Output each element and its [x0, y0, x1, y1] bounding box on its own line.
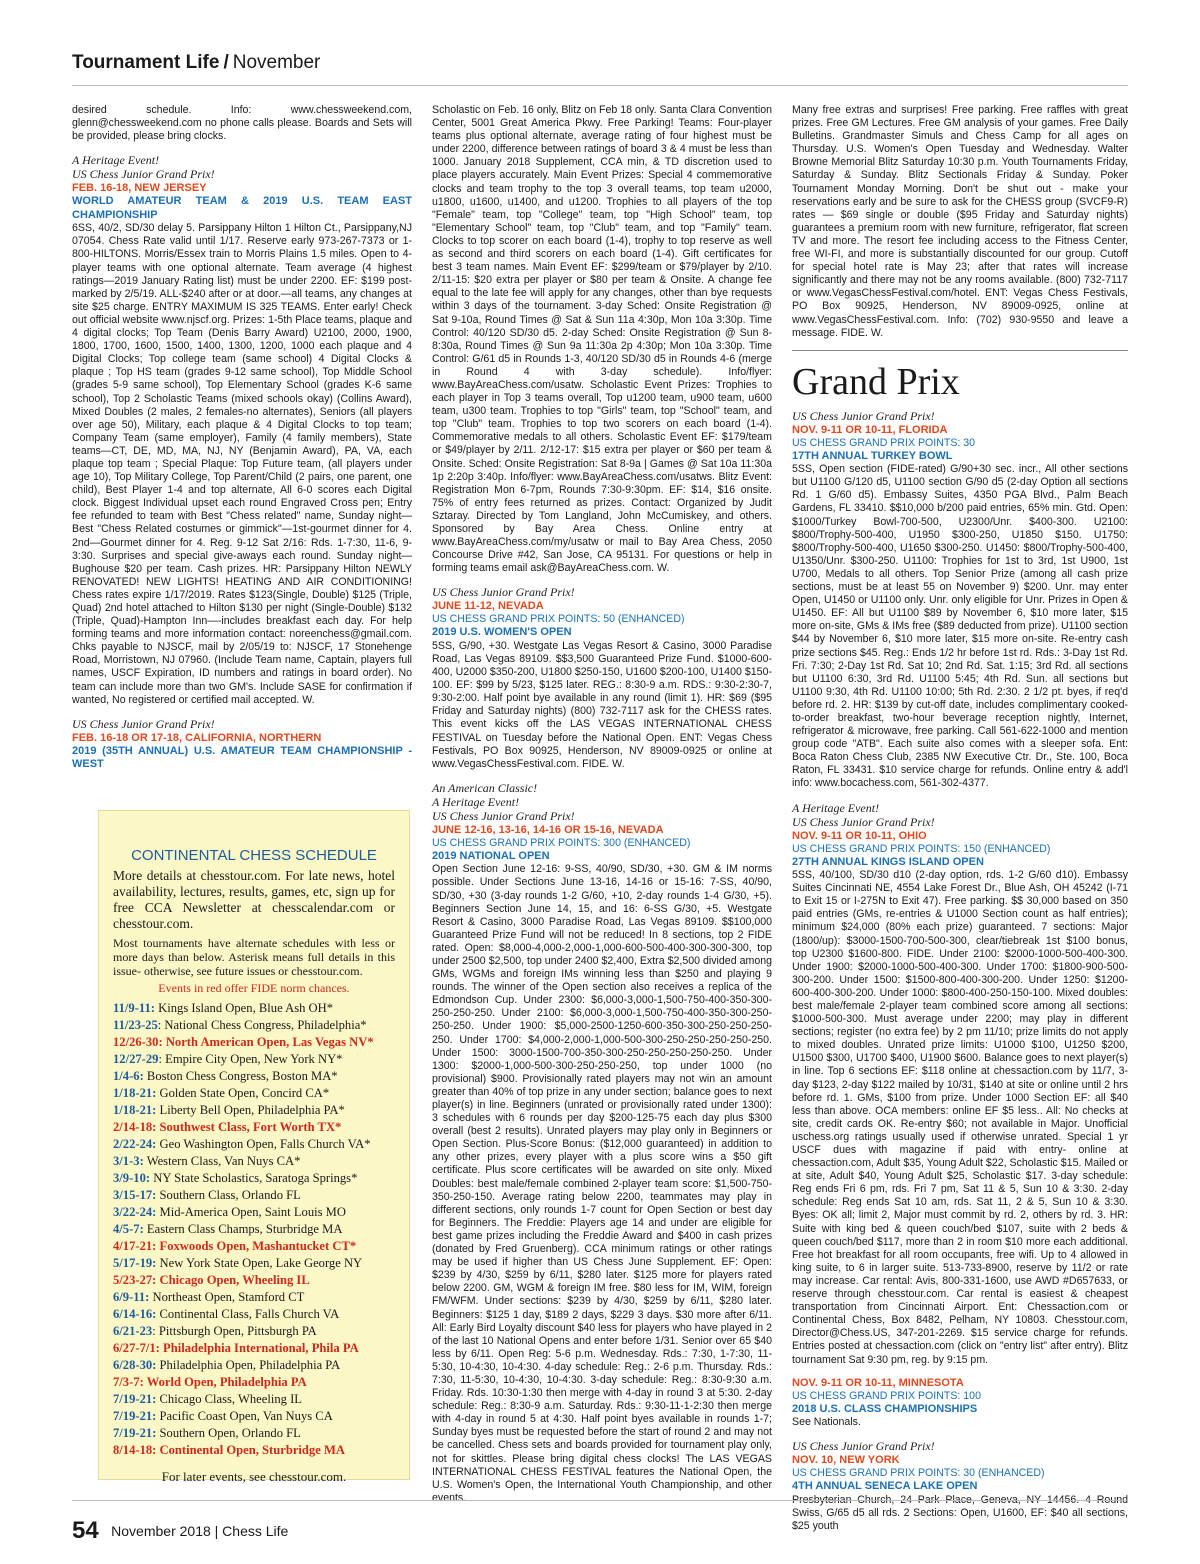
event-date: NOV. 9-11 OR 10-11, OHIO: [792, 829, 927, 842]
ccs-event-date: 6/28-30:: [113, 1358, 157, 1372]
ccs-event-name: : Pittsburgh Open, Pittsburgh PA: [152, 1324, 317, 1338]
ccs-event-row: [113, 1051, 395, 1068]
event-title: 2019 NATIONAL OPEN: [432, 849, 550, 862]
ccs-event-name: Golden State Open, Concird CA*: [156, 1086, 330, 1100]
page-number: 54: [72, 1517, 99, 1544]
ccs-event-row: [113, 1374, 395, 1391]
event-us-womens-open: [432, 585, 772, 770]
continental-chess-schedule-box: [98, 810, 410, 1484]
ccs-event-date: 1/18-21:: [113, 1103, 157, 1117]
event-us-class-championships: [792, 1377, 1128, 1430]
ccs-event-row: [113, 1136, 395, 1153]
ccs-event-date: 12/27-29: [113, 1052, 159, 1066]
ccs-event-date: 7/19-21:: [113, 1409, 157, 1423]
event-tag: US Chess Junior Grand Prix!: [72, 167, 215, 182]
event-date: NOV. 10, NEW YORK: [792, 1454, 900, 1467]
grand-prix-heading: Grand Prix: [792, 350, 1128, 403]
ccs-event-row: [113, 1204, 395, 1221]
ccs-event-row: [113, 1340, 395, 1357]
ccs-event-name: Philadelphia International, Phila PA: [159, 1341, 359, 1355]
ccs-event-name: Western Class, Van Nuys CA*: [143, 1154, 301, 1168]
ccs-event-date: 7/19-21:: [113, 1426, 157, 1440]
ccs-event-name: Kings Island Open, Blue Ash OH*: [154, 1001, 334, 1015]
ccs-event-name: : Empire City Open, New York NY*: [158, 1052, 343, 1066]
page-footer: [72, 1500, 1128, 1545]
ccs-event-name: North American Open, Las Vegas NV*: [162, 1035, 374, 1049]
ccs-event-date: 5/17-19:: [113, 1256, 157, 1270]
ccs-event-row: [113, 1306, 395, 1323]
ccs-event-date: 4/17-21:: [113, 1239, 157, 1253]
event-title: 17TH ANNUAL TURKEY BOWL: [792, 449, 953, 462]
ccs-event-row: [113, 1034, 395, 1051]
ccs-title: CONTINENTAL CHESS SCHEDULE: [131, 847, 377, 864]
ccs-event-name: Philadelphia Open, Philadelphia PA: [156, 1358, 341, 1372]
event-amateur-team-west: [72, 717, 412, 772]
event-tag: US Chess Junior Grand Prix!: [792, 814, 935, 829]
ccs-event-date: 12/26-30:: [113, 1035, 163, 1049]
ccs-event-row: [113, 1272, 395, 1289]
ccs-event-row: [113, 1187, 395, 1204]
ccs-event-row: [113, 1153, 395, 1170]
event-tag: A Heritage Event!: [432, 794, 520, 809]
ccs-intro: More details at chesstour.com. For late news, hotel availability, lectures, results, games, etc, sign up for free CCA Newsletter at chesscalendar.com or chesstour.com.: [113, 868, 395, 931]
event-title: 27TH ANNUAL KINGS ISLAND OPEN: [792, 855, 984, 868]
ccs-event-name: Northeast Open, Stamford CT: [149, 1290, 305, 1304]
event-title: 2019 U.S. WOMEN'S OPEN: [432, 626, 572, 639]
event-title: 2019 (35TH ANNUAL) U.S. AMATEUR TEAM CHAMPIONSHIP - WEST: [72, 744, 412, 771]
ccs-event-name: Boston Chess Congress, Boston MA*: [143, 1069, 338, 1083]
event-tag: A Heritage Event!: [792, 800, 880, 815]
ccs-event-row: [113, 1425, 395, 1442]
event-tag: US Chess Junior Grand Prix!: [72, 716, 215, 731]
header-month: November: [232, 52, 321, 73]
event-body: Open Section June 12-16: 9-SS, 40/90, SD/30, +30. GM & IM norms possible. Under Sections June 13-16, 14-16 or 15-16: 7-SS, 40/90, SD/30, +30 (3-day rounds 1-2 G/60, +10, 2-day rounds 1-4 G/30, +5). Beginners Section June 14, 15, and 16: 6-SS G/30, +5. Westgate Resort & Casino, 3000 Paradise Road, Las Vegas 89109. $$100,000 Guaranteed Prize Fund will not be reduced! In 8 sections, top 2 FIDE rated. Open: $8,000-4,000-2,000-1,000-600-500-400-300-300-300, top under 2500 $2,500, top under 2400 $2,400, Extra $2,500 divided among GMs, WGMs and foreign IMs winning less than $250 and playing 9 rounds. The winner of the Open section also receives a replica of the Edmondson Cup. Under 2300: $6,000-3,000-1,500-750-400-350-300-250-250-250. Under 2100: $6,000-3,000-1,500-750-400-350-300-250-250-250. Under 1900: $5,000-2500-1250-600-350-300-250-250-250-250. Under 1700: $4,000-2,000-1,000-500-300-250-250-250-250-250. Under 1500: 3000-1500-700-350-300-250-250-250-250-250. Under 1300: $2000-1,000-500-300-250-250-250, top under 1000 (no provisional) $900. Provisionally rated players may not win an amount greater than 40% of top prize in any under section; balance goes to next player(s) in line. Beginners (unrated or provisionally rated under 1300): 3 schedules with 6 rounds per day $200-125-75 each day plus $300 overall (best 2 results). Unrated players may play only in Beginners or Open Section. Plus-Score Bonus: ($12,000 guaranteed) in addition to any other prizes, every player with a plus score wins a $50 gift certificate. Plus score certificates will be awarded on site only. Mixed Doubles: best male/female combined 2-player team score: $1,500-750-350-250-150. Average rating below 2200, teammates may play in different sections, only rounds 1-7 count for Open Section or best day for Beginners. The Freddie: Players age 14 and under are eligible for best game prizes including the Freddie Award and $400 in cash prizes (donated by Fred Gruenberg). CCA minimum ratings or other ratings may be used if higher than US Chess June Supplement. EF: Open: $239 by 4/30, $259 by 6/11, $280 later. $125 more for players rated below 2200. GM, WGM & foreign IM free. $80 less for IM, WIM, foreign FM/WFM. Under sections: $239 by 4/30, $259 by 6/11, $280 later. Beginners: $125 1 day, $189 2 days, $229 3 days. $30 more after 6/11. All: Early Bird Loyalty discount $40 less for players who have played in 2 of the last 10 National Opens and enter before 1/31. Senior over 65 $40 less by 6/11. Open Reg: 5-6 p.m. Wednesday. Rds.: 7:30, 1-7:30, 11-5:30, 10-4:30, 10-4:30. 4-day schedule: Reg.: 2-6 p.m. Thursday. Rds.: 7:30, 11-5:30, 10-4:30, 10-4:30. 3-day schedule: Reg.: 8:30-9:30 a.m. Friday. Rds. 10:30-1:30 then merge with 4-day in round 3 at 5:30. 2-day schedule: Reg.: 8:30-9 a.m. Saturday. Rds.: 9:30-11-1-2:30 then merge with 4-day in round 5 at 4:30. Half point byes available in rounds 1-7; Sunday byes must be requested before the start of round 2 and may not be cancelled. Chess sets and boards provided for tournament play only, not for skittles. Please bring digital chess clocks! The LAS VEGAS INTERNATIONAL CHESS FESTIVAL features the National Open, the U.S. Women's Open, the International Youth Championship, and other events.: [432, 863, 772, 1504]
ccs-event-name: Liberty Bell Open, Philadelphia PA*: [156, 1103, 345, 1117]
ccs-event-name: : National Chess Congress, Philadelphia*: [157, 1018, 367, 1032]
ccs-event-name: Pacific Coast Open, Van Nuys CA: [156, 1409, 333, 1423]
event-world-amateur-team: [72, 153, 412, 706]
event-tag: US Chess Junior Grand Prix!: [432, 585, 575, 600]
ccs-event-name: Geo Washington Open, Falls Church VA*: [156, 1137, 371, 1151]
event-points: US CHESS GRAND PRIX POINTS: 150 (ENHANCED): [792, 842, 1051, 855]
ccs-event-date: 1/4-6:: [113, 1069, 144, 1083]
ccs-event-name: Continental Open, Sturbridge MA: [156, 1443, 345, 1457]
col1-intro: desired schedule. Info: www.chessweekend.com, glenn@chessweekend.com no phone calls please. Boards and Sets will be provided, please bring clocks.: [72, 104, 412, 143]
ccs-event-name: Southern Class, Orlando FL: [156, 1188, 301, 1202]
column-middle: [432, 104, 772, 1504]
event-points: US CHESS GRAND PRIX POINTS: 50 (ENHANCED): [432, 613, 685, 626]
ccs-event-row: [113, 1221, 395, 1238]
event-body: 5SS, Open section (FIDE-rated) G/90+30 sec. incr., All other sections but U1100 G/120 d5, U1100 section G/90 d5 (2-day Option all sections Rd. 1 G/60 d5). Embassy Suites, 4350 PGA Blvd., Palm Beach Gardens, FL 33410. $$10,000 b/200 paid entries, 65% min. Gtd. Open: $1000/Turkey Bowl-700-500, U2300/Unr. $400-300. U2100: $800/Trophy-500-400, U1950 $300-250, U1850 $150. U1750: $800/Trophy-500-400, U1650 $300-250. U1450: $800/Trophy-500-400, U1350/Unr. $300-250. U1100: Trophies for 1st to 3rd, 1st U900, 1st U700, Medals to all others. Top Senior Prize (among all cash prize sections, must be at least 55 on November 9) $200. Unr. may enter Open, U1450 or U1100 only. Unr. only eligible for Unr. Prizes in Open & U1450. EF: All but U1100 $89 by November 6, $10 more later, $15 more on-site, GMs & IMs free ($89 deducted from prize). U1100 section $44 by November 6, $10 more later, $15 more on-site. Re-entry cash prize sections $45. Reg.: Ends 1/2 hr before 1st rd. Rds.: 3-Day 1st Rd. Fri. 7:30; 2-Day 1st Rd. Sat 10; 2nd Rd. Sat. 1:15; 3rd Rd. all sections but U1100 6:30, 3rd Rd. U1100 5:45; 4th Rd. Sun. all sections but U1100 9:30, 4th Rd. U1100 10:00; 5th Rd. 2:30. 2 1/2 pt. byes, if req'd before rd. 2. HR: $139 by cut-off date, includes complimentary cooked-to-order breakfast, two-hour beverage reception nightly, Internet, refrigerator & microwave, free parking. Call 561-622-1000 and mention group code "ATB". Each suite also comes with a sleeper sofa. Ent: Boca Raton Chess Club, 2385 NW Executive Ctr. Dr., Ste. 100, Boca Raton, FL 33431. $10 service charge for refunds. Online entry & add'l info: www.bocachess.com, 561-302-4377.: [792, 463, 1128, 790]
ccs-event-row: [113, 1017, 395, 1034]
ccs-event-date: 11/23-25: [113, 1018, 158, 1032]
ccs-event-name: Chicago Class, Wheeling IL: [156, 1392, 302, 1406]
ccs-event-date: 3/1-3:: [113, 1154, 144, 1168]
ccs-event-name: Chicago Open, Wheeling IL: [156, 1273, 310, 1287]
event-points: US CHESS GRAND PRIX POINTS: 30: [792, 436, 976, 449]
ccs-event-date: 11/9-11:: [113, 1001, 155, 1015]
ccs-event-list: [113, 1000, 395, 1459]
ccs-event-date: 6/9-11:: [113, 1290, 150, 1304]
ccs-intro-2: Most tournaments have alternate schedules with less or more days than below. Asterisk means full details in this issue- otherwise, see future issues or chesstour.com.: [113, 936, 395, 978]
event-tag: US Chess Junior Grand Prix!: [792, 1439, 935, 1454]
event-points: US CHESS GRAND PRIX POINTS: 300 (ENHANCED): [432, 836, 691, 849]
ccs-event-row: [113, 1068, 395, 1085]
event-body: 5SS, 40/100, SD/30 d10 (2-day option, rds. 1-2 G/60 d10). Embassy Suites Cincinnati NE, 4554 Lake Forest Dr., Blue Ash, OH 45242 (I-71 to Exit 15 or I-275N to Exit 47). Free parking. $$ 30,000 based on 350 paid entries (GMs, re-entries & U1000 Section count as half entries); minimum $24,000 (80% each prize) guaranteed. 7 sections: Major (1800/up): $3000-1500-700-500-300, clear/tiebreak 1st $100 bonus, top U2300 $1600-800. FIDE. Under 2100: $2000-1000-500-400-300. Under 1900: $2000-1000-500-400-300. Under 1700: $1800-900-500-300-200. Under 1500: $1500-800-400-300-200. Under 1250: $1200-600-400-300-200. Under 1000: $800-400-250-150-100. Mixed doubles: best male/female 2-player team combined score among all sections: $1000-500-300. Must average under 2200; may play in different sections; register (no extra fee) by 2 pm 11/10; prize limits do not apply to mixed doubles. Unrated prize limits: U1000 $100, U1250 $200, U1500 $300, U1700 $400, U1900 $600. Balance goes to next player(s) in line. Top 6 sections EF: $118 online at chessaction.com by 11/7, 3-day $123, 2-day $122 mailed by 10/31, $140 at site or online until 2 hrs before rd. 1. GMs, $100 from prize. Under 1000 Section EF: all $40 less than above. OCA members: online EF $5 less.. All: No checks at site, credit cards OK. Re-entry $60; not available in Major. Unofficial uschess.org ratings usually used if otherwise unrated. Special 1 yr USCF dues with magazine if paid with entry- online at chessaction.com, Adult $35, Young Adult $22, Scholastic $15. Mailed or at site, Adult $40, Young Adult $25, Scholastic $17. 3-day schedule: Reg ends Fri 6 pm, rds. Fri 7 pm, Sat 11 & 5, Sun 10 & 3:30. 2-day schedule: Reg ends Sat 10 am, rds. Sat 11, 2 & 5, Sun 10 & 3:30. Byes: OK all; limit 2, Major must commit by rd. 2, others by rd. 3. HR: Suite with king bed & queen couch/bed $107, suite with 2 beds & queen couch/bed $117, more than 2 in room $10 more each additional. Free hot breakfast for all room occupants, free wifi. Up to 4 allowed in king suite, to 6 in larger suite. 513-733-8900, reserve by 11/2 or rate may increase. Car rental: Avis, 800-331-1600, use AWD #D657633, or reserve through chesstour.com. Car rental is easiest & cheapest transportation from Cincinnati Airport. Ent: Chessaction.com or Continental Chess, Box 8482, Pelham, NY 10803. Chesstour.com, Director@Chess.US, 347-201-2269. $15 service charge for refunds. Entries posted at chessaction.com (click on "entry list" after entry). Blitz tournament Sat 9:30 pm, reg. by 9:15 pm.: [792, 869, 1128, 1366]
ccs-event-name: World Open, Philadelphia PA: [143, 1375, 307, 1389]
ccs-event-date: 2/14-18:: [113, 1120, 157, 1134]
ccs-event-date: 6/27-7/1:: [113, 1341, 160, 1355]
event-tag: An American Classic!: [432, 780, 538, 795]
event-body: Presbyterian Church, 24 Park Place, Geneva, NY 14456. 4 Round Swiss, G/65 d5 all rds. 2 Sections: Open, U1600, EF: $40 all sections, $25 youth: [792, 1493, 1128, 1532]
ccs-red-note: Events in red offer FIDE norm chances.: [158, 981, 350, 995]
ccs-event-row: [113, 1323, 395, 1340]
event-kings-island-open: [792, 801, 1128, 1367]
ccs-event-row: [113, 1119, 395, 1136]
event-body: See Nationals.: [792, 1416, 861, 1429]
section-title: Tournament Life: [72, 52, 220, 73]
ccs-event-name: Southern Open, Orlando FL: [156, 1426, 301, 1440]
ccs-event-date: 3/15-17:: [113, 1188, 157, 1202]
ccs-event-name: New York State Open, Lake George NY: [156, 1256, 363, 1270]
header-slash: /: [223, 52, 229, 73]
event-tag: A Heritage Event!: [72, 153, 160, 168]
ccs-event-row: [113, 1085, 395, 1102]
ccs-event-row: [113, 1238, 395, 1255]
event-date: NOV. 9-11 OR 10-11, MINNESOTA: [792, 1376, 964, 1389]
event-title: 2018 U.S. CLASS CHAMPIONSHIPS: [792, 1402, 978, 1415]
event-points: US CHESS GRAND PRIX POINTS: 30 (ENHANCED): [792, 1467, 1045, 1480]
ccs-event-name: Mid-America Open, Saint Louis MO: [156, 1205, 346, 1219]
ccs-event-name: NY State Scholastics, Saratoga Springs*: [150, 1171, 358, 1185]
ccs-event-name: Foxwoods Open, Mashantucket CT*: [156, 1239, 357, 1253]
ccs-event-row: [113, 1442, 395, 1459]
event-national-open: [432, 781, 772, 1505]
col2-intro: Scholastic on Feb. 16 only, Blitz on Feb 18 only. Santa Clara Convention Center, 5001 Great America Pkwy. Free Parking! Teams: Four-player teams plus optional alternate, average rating of four highest must be under 2200, difference between ratings of board 3 & 4 must be less than 1000. January 2018 Supplement, CCA min, & TD discretion used to place players accurately. Main Event Prizes: Special 4 commemorative clocks and team trophy to the top 3 overall teams, top team u2000, u1800, u1600, u1400, and u1200. Trophies to all players of the top "Female" team, top "College" team, top "High School" team, top "Elementary School" team, top "Club" team, and top "Family" team. Clocks to top scorer on each board (1-4), trophy to top reserve as well as second and third scorers on each board (1-4). Gift certificates for best 3 team names. Main Event EF: $299/team or $79/player by 2/10. 2/11-15: $20 extra per player or $80 per team & Onsite. A change fee equal to the late fee will apply for any changes, other than bye requests within 3 days of the tournament. 3-day Sched: Onsite Registration @ Sat 9-10a, Round Times @ Sat & Sun 11a 4:30p, Mon 10a 3:30p. Time Control: 40/120 SD/30 d5. 2-day Sched: Onsite Registration @ Sun 8-8:30a, Round Times @ Sun 9a 11:30a 2p 4:30p; Mon 10a 3:30p. Time Control: G/61 d5 in Rounds 1-3, 40/120 SD/30 d5 in Rounds 4-6 (merge in Round 4 with 3-day schedule). Info/flyer: www.BayAreaChess.com/usatw. Scholastic Event Prizes: Trophies to each player in Top 3 teams overall, Top u1200 team, u900 team, u600 team, u300 team. Trophies to top "Girls" team, top "School" team, and top "Club" team. Trophies to top two scorers on each board (1-4). Commemorative medals to all others. Scholastic Event EF: $179/team or $49/player by 2/11. 2/12-17: $15 extra per player or $60 per team & Onsite. Sched: Onsite Registration: Sat 8-9a | Games @ Sat 10a 11:30a 1p 2:20p 3:40p. Info/flyer: www.BayAreaChess.com/usatws. Blitz Event: Registration Mon 6-7pm, Rounds 7:30-9:30pm. EF: $14, $16 onsite. 75% of entry fees returned as prizes. Contact: Organized by Judit Sztaray. Directed by Tom Langland, John McCumiskey, and others. Sponsored by Bay Area Chess. Online entry at www.BayAreaChess.com/my/usatw or mail to Bay Area Chess, 2050 Concourse Drive #42, San Jose, CA 95131. For questions or help in forming teams email ask@BayAreaChess.com. W.: [432, 104, 772, 575]
event-date: FEB. 16-18, NEW JERSEY: [72, 182, 207, 195]
event-date: JUNE 12-16, 13-16, 14-16 OR 15-16, NEVADA: [432, 823, 664, 836]
event-date: JUNE 11-12, NEVADA: [432, 600, 544, 613]
event-title: 4TH ANNUAL SENECA LAKE OPEN: [792, 1480, 978, 1493]
ccs-event-date: 7/3-7:: [113, 1375, 144, 1389]
ccs-event-date: 6/21-23: [113, 1324, 153, 1338]
ccs-event-date: 8/14-18:: [113, 1443, 157, 1457]
event-date: FEB. 16-18 OR 17-18, CALIFORNIA, NORTHERN: [72, 731, 322, 744]
ccs-event-date: 3/22-24:: [113, 1205, 157, 1219]
ccs-event-row: [113, 1408, 395, 1425]
col3-intro: Many free extras and surprises! Free parking. Free raffles with great prizes. Free GM Lectures. Free GM analysis of your games. Free Daily Bulletins. Grandmaster Simuls and Chess Camp for all ages on Thursday. U.S. Women's Open Tuesday and Wednesday. Walter Browne Memorial Blitz Saturday 10:30 p.m. Youth Tournaments Friday, Saturday & Sunday. Blitz Sectionals Friday & Sunday. Poker Tournament Monday Morning. Don't be shut out - make your reservations early and be sure to ask for the CHESS group (SVCF9-R) rates — $69 single or double ($95 Friday and Saturday nights) guarantees a premium room with new furniture, refrigerator, flat screen TV and more. The resort fee including access to the Fitness Center, free WI-FI, and more is substantially discounted for our group. Cutoff for special hotel rate is May 23; after that rates will increase significantly and there may not be any rooms available. (800) 732-7117 or www.VegasChessFestival.com/hotel. ENT: Vegas Chess Festivals, PO Box 90925, Henderson, NV 89009-0925, online at www.VegasChessFestival.com. Info: (702) 930-9550 and leave a message. FIDE. W.: [792, 104, 1128, 339]
ccs-event-date: 1/18-21:: [113, 1086, 157, 1100]
event-body: 6SS, 40/2, SD/30 delay 5. Parsippany Hilton 1 Hilton Ct., Parsippany,NJ 07054. Chess Rate valid until 1/17. Reserve early 973-267-7373 or 1-800-HILTONS. Morris/Essex train to Morris Plains 1.5 miles. Open to 4-player teams with one optional alternate. Team average (4 highest ratings—2019 January Rating list) must be under 2200. EF: $199 post-marked by 2/5/19. ALL-$240 after or at door.—all teams, any changes at site $25 charge. ENTRY MAXIMUM IS 325 TEAMS. Enter early! Check out official website www.njscf.org. Prizes: 1-5th Place teams, plaque and 4 digital clocks; Top Team (Denis Barry Award) U2100, 2000, 1900, 1800, 1700, 1600, 1500, 1400, 1300, 1200, 1000 each plaque and 4 Digital Clocks; Top college team (same school) 4 Digital Clocks & plaque ; Top HS team (grades 9-12 same school), Top Middle School (grades 5-9 same school), Top Elementary School (grades K-6 same school), Top 2 Scholastic Teams (mixed schools okay) (Collins Award), Mixed Doubles (2 males, 2 females-no alternates), Seniors (all players over age 50), Military, each plaque & 4 Digital Clocks to top team; Company Team (same employer), Family (4 family members), State teams—CT, DE, MD, MA, NJ, NY (Benjamin Award), PA, VA, each plaque top team ; Special Plaque: Top Future team, (all players under age 10), Top Military College, Top Parent/Child (2 pairs, one parent, one child), Best Player 1-4 and top alternate, All 6-0 scores each Digital clock. Biggest Individual upset each round Engraved Cross pen; Entry fee refunded to team with Best "Chess related" name, Sunday night— Best "Chess Related costumes or gimmick"—1st-gourmet dinner for 4. 2nd—Gourmet dinner for 4. Reg. 9-12 Sat 2/16: Rds. 1-7:30, 11-6, 9-3:30. Surprises and special give-aways each round. Sunday night—Bughouse $20 per team. Cash prizes. HR: Parsippany Hilton NEWLY RENOVATED! NEW LIGHTS! HEATING AND AIR CONDITIONING! Chess rates expire 1/17/2019. Rates $123(Single, Double) $125 (Triple, Quad) 2nd hotel attached to Hilton $130 per night (Single-Double) $132 (Triple, Quad)-Hampton Inn—-includes breakfast each day. For help forming teams and more information contact: noreenchess@gmail.com. Chks payable to NJSCF, mail by 2/05/19 to: NJSCF, 17 Stonehenge Road, Morristown, NJ 07960. (Include Team name, Captain, players full names, USCF Expiration, ID numbers and ratings in board order). No team can include more than two GM's. Include SASE for confirmation if wanted, No registered or certified mail accepted. W.: [72, 222, 412, 706]
publication-line: November 2018 | Chess Life: [111, 1523, 289, 1539]
ccs-footer: For later events, see chesstour.com.: [161, 1469, 347, 1484]
event-tag: US Chess Junior Grand Prix!: [792, 408, 935, 423]
ccs-event-name: Eastern Class Champs, Sturbridge MA: [143, 1222, 343, 1236]
page-header: [72, 52, 1128, 86]
ccs-event-row: [113, 1255, 395, 1272]
event-date: NOV. 9-11 OR 10-11, FLORIDA: [792, 423, 948, 436]
ccs-event-name: Continental Class, Falls Church VA: [156, 1307, 340, 1321]
event-body: 5SS, G/90, +30. Westgate Las Vegas Resort & Casino, 3000 Paradise Road, Las Vegas 89109. $$3,500 Guaranteed Prize Fund. $1000-600-400, U2000 $350-200, U1800 $250-150, U1600 $200-100, U1400 $150-100. EF: $99 by 5/23, $125 later. REG.: 8:30-9 a.m. RDS.: 9:30-2:30-7, 9:30-2:00. Half point bye available in any round (limit 1). HR: $69 ($95 Friday and Saturday nights) (800) 732-7117 ask for the CHESS rates. This event kicks off the LAS VEGAS INTERNATIONAL CHESS FESTIVAL on Tuesday before the National Open. ENT: Vegas Chess Festivals, PO Box 90925, Henderson, NV 89009-0925 or online at www.VegasChessFestival.com. FIDE. W.: [432, 639, 772, 770]
ccs-event-date: 5/23-27:: [113, 1273, 157, 1287]
ccs-event-row: [113, 1102, 395, 1119]
ccs-event-row: [113, 1000, 395, 1017]
ccs-event-row: [113, 1289, 395, 1306]
column-right: [792, 104, 1128, 1532]
ccs-event-name: Southwest Class, Fort Worth TX*: [156, 1120, 342, 1134]
ccs-event-date: 6/14-16:: [113, 1307, 157, 1321]
ccs-event-date: 2/22-24:: [113, 1137, 157, 1151]
ccs-event-date: 4/5-7:: [113, 1222, 144, 1236]
event-points: US CHESS GRAND PRIX POINTS: 100: [792, 1389, 981, 1402]
ccs-event-date: 7/19-21:: [113, 1392, 157, 1406]
ccs-event-row: [113, 1170, 395, 1187]
event-tag: US Chess Junior Grand Prix!: [432, 808, 575, 823]
event-title: WORLD AMATEUR TEAM & 2019 U.S. TEAM EAST CHAMPIONSHIP: [72, 195, 412, 221]
event-turkey-bowl: [792, 409, 1128, 791]
ccs-event-date: 3/9-10:: [113, 1171, 151, 1185]
ccs-event-row: [113, 1357, 395, 1374]
ccs-event-row: [113, 1391, 395, 1408]
